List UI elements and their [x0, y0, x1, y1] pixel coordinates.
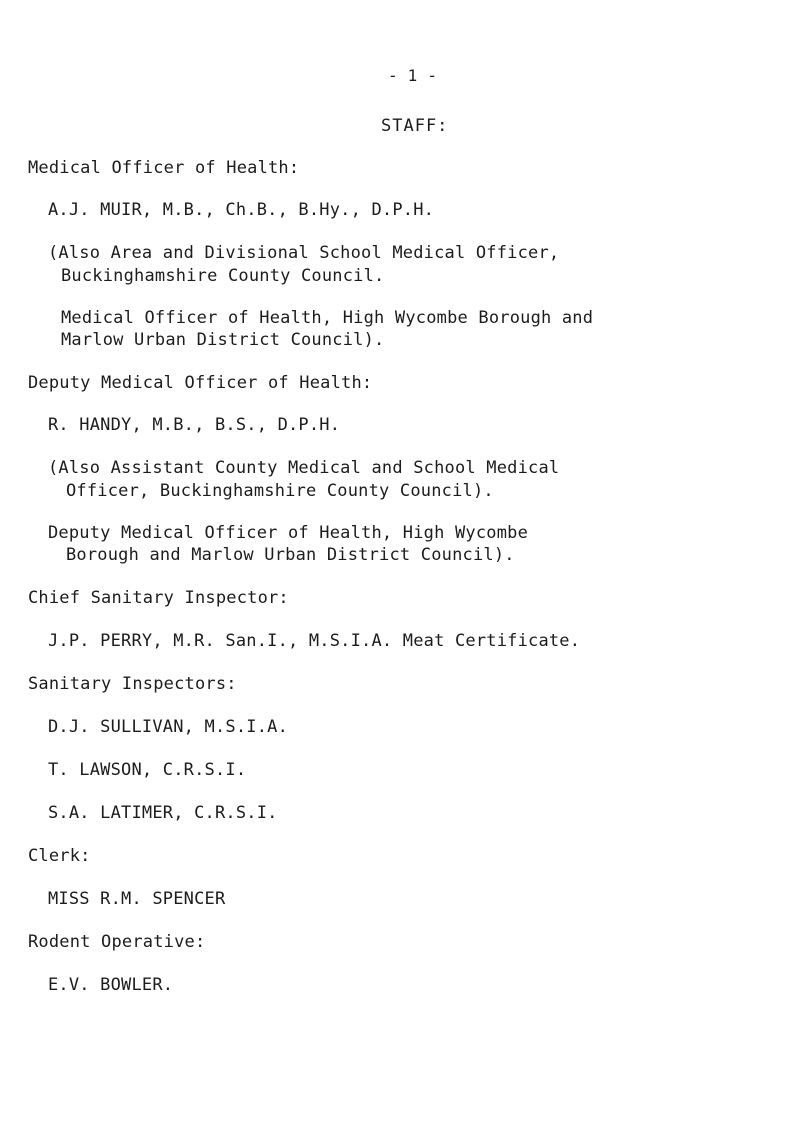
inspector-name: S.A. LATIMER, C.R.S.I. [48, 803, 278, 823]
deputy-title: Deputy Medical Officer of Health: [28, 373, 373, 393]
page-number: - 1 - [388, 66, 438, 85]
deputy-name: R. HANDY, M.B., B.S., D.P.H. [48, 415, 341, 435]
inspector-name: T. LAWSON, C.R.S.I. [48, 760, 247, 780]
chief-inspector-name: J.P. PERRY, M.R. San.I., M.S.I.A. Meat Certificate. [48, 631, 581, 651]
moh-title: Medical Officer of Health: [28, 158, 300, 178]
clerk-name: MISS R.M. SPENCER [48, 889, 226, 909]
page-heading: STAFF: [381, 116, 449, 136]
deputy-note-line: (Also Assistant County Medical and School Medical [48, 458, 560, 478]
moh-note-line: Medical Officer of Health, High Wycombe Borough and [61, 308, 594, 328]
inspectors-title: Sanitary Inspectors: [28, 674, 237, 694]
rodent-name: E.V. BOWLER. [48, 975, 174, 995]
inspector-name: D.J. SULLIVAN, M.S.I.A. [48, 717, 289, 737]
chief-inspector-title: Chief Sanitary Inspector: [28, 588, 289, 608]
moh-note-line: (Also Area and Divisional School Medical Officer, [48, 243, 560, 263]
moh-name: A.J. MUIR, M.B., Ch.B., B.Hy., D.P.H. [48, 200, 435, 220]
rodent-title: Rodent Operative: [28, 932, 206, 952]
moh-note-line: Marlow Urban District Council). [61, 330, 385, 350]
deputy-note-line: Officer, Buckinghamshire County Council). [66, 481, 494, 501]
deputy-note-line: Borough and Marlow Urban District Council). [66, 545, 515, 565]
moh-note-line: Buckinghamshire County Council. [61, 266, 385, 286]
deputy-note-line: Deputy Medical Officer of Health, High Wycombe [48, 523, 529, 543]
clerk-title: Clerk: [28, 846, 91, 866]
